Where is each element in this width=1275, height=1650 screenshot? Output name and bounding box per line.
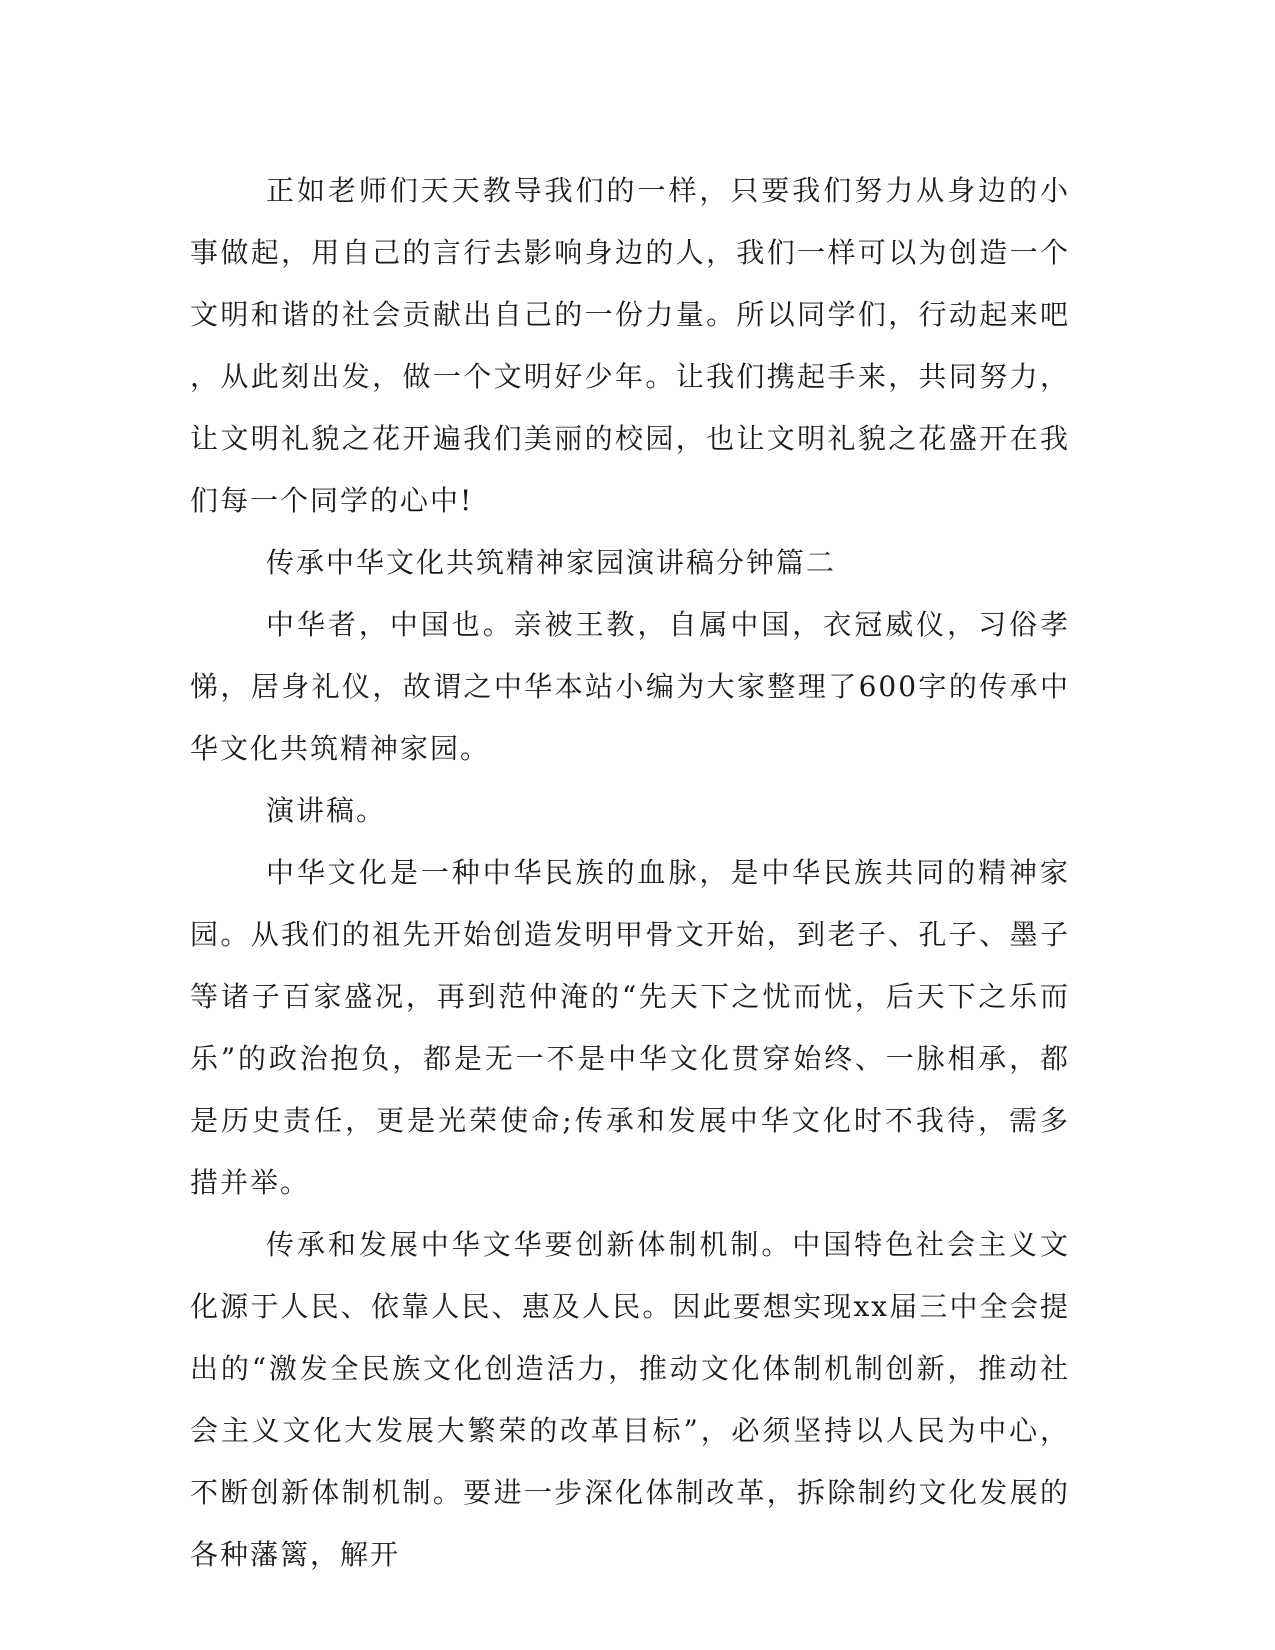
section-heading: 传承中华文化共筑精神家园演讲稿分钟篇二 [266, 546, 837, 579]
paragraph-closing: 正如老师们天天教导我们的一样，只要我们努力从身边的小事做起，用自己的言行去影响身边的人，我们一样可以为创造一个文明和谐的社会贡献出自己的一份力量。所以同学们，行动起来吧，从此刻出发，做一个文明好少年。让我们携起手来，共同努力，让文明礼貌之花开遍我们美丽的校园，也让文明礼貌之花盛开在我们每一个同学的心中! [190, 174, 1070, 517]
paragraph-culture: 中华文化是一种中华民族的血脉，是中华民族共同的精神家园。从我们的祖先开始创造发明甲骨文开始，到老子、孔子、墨子等诸子百家盛况，再到范仲淹的“先天下之忧而忧，后天下之乐而乐”的政治抱负，都是无一不是中华文化贯穿始终、一脉相承，都是历史责任，更是光荣使命;传承和发展中华文化时不我待，需多措并举。 [190, 856, 1070, 1199]
paragraph-intro: 中华者，中国也。亲被王教，自属中国，衣冠威仪，习俗孝悌，居身礼仪，故谓之中华本站小编为大家整理了600字的传承中华文化共筑精神家园。 [190, 608, 1070, 765]
paragraph-innovation: 传承和发展中华文华要创新体制机制。中国特色社会主义文化源于人民、依靠人民、惠及人民。因此要想实现xx届三中全会提出的“激发全民族文化创造活力，推动文化体制机制创新，推动社会主义文化大发展大繁荣的改革目标”，必须坚持以人民为中心，不断创新体制机制。要进一步深化体制改革，拆除制约文化发展的各种藩篱，解开 [190, 1228, 1070, 1571]
document-body [190, 160, 1070, 1586]
paragraph-speech-label: 演讲稿。 [266, 794, 387, 827]
